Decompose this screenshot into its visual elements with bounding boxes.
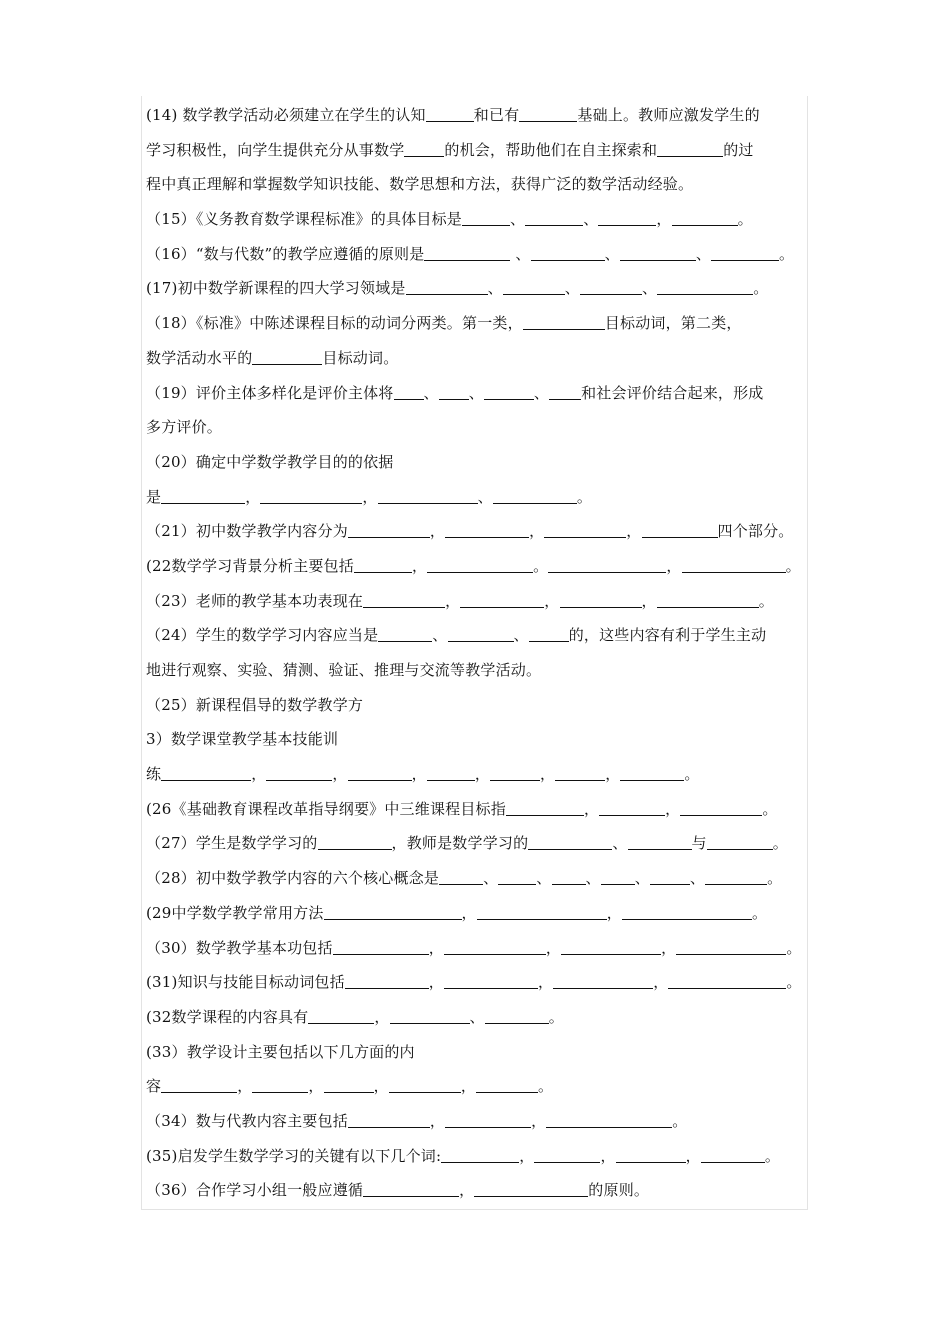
answer-blank[interactable] [424,245,510,261]
question-text: 、 [583,210,599,229]
answer-blank[interactable] [519,106,577,122]
question-text: ， [583,799,600,818]
question-line [146,1173,808,1208]
answer-blank[interactable] [308,1008,374,1024]
question-text: 的，这些内容有利于学生主动 [568,626,767,645]
question-text: ， [656,210,672,229]
question-text: ，教师是数学学习的 [391,834,529,853]
question-text: (29中学数学教学常用方法 [146,903,324,922]
answer-blank[interactable] [460,592,544,608]
answer-blank[interactable] [324,1077,374,1093]
answer-blank[interactable] [528,834,612,850]
answer-blank[interactable] [668,973,786,989]
answer-blank[interactable] [445,1112,531,1128]
question-line [146,549,808,584]
question-text: ， [474,765,491,784]
question-text: 多方评价。 [146,418,223,437]
answer-blank[interactable] [426,106,474,122]
question-text: (17)初中数学新课程的四大学习领域是 [146,279,406,298]
question-text: 。 [779,244,795,263]
question-text: ， [600,1146,616,1165]
question-text: 、 [689,869,706,888]
question-line [146,133,808,168]
question-line [146,98,808,133]
question-text: ， [606,903,622,922]
question-text: ， [445,591,461,610]
question-text: 、 [564,279,580,298]
question-text: （16）“数与代数”的教学应遵循的原则是 [146,244,425,263]
question-text: ， [641,591,657,610]
question-text: （28）初中数学教学内容的六个核心概念是 [146,869,440,888]
question-text: 。 [672,1111,688,1130]
question-text: 3）数学课堂教学基本技能训 [146,730,339,749]
answer-blank[interactable] [560,592,642,608]
answer-blank[interactable] [348,765,412,781]
question-text: 。 [762,799,778,818]
question-text: 、 [423,383,439,402]
answer-blank[interactable] [441,1147,519,1163]
answer-blank[interactable] [474,1181,588,1197]
answer-blank[interactable] [546,1112,672,1128]
answer-blank[interactable] [620,765,684,781]
question-line [146,931,808,966]
question-text: ， [545,938,562,957]
question-text: ， [665,799,681,818]
question-text: ， [428,973,444,992]
question-line [146,861,808,896]
answer-blank[interactable] [318,834,392,850]
question-text: 、 [536,869,552,888]
answer-blank[interactable] [676,939,786,955]
answer-blank[interactable] [389,1077,461,1093]
question-text: ， [362,487,378,506]
question-text: ， [544,591,560,610]
answer-blank[interactable] [485,1008,549,1024]
question-line [146,514,808,549]
question-text: 的过 [723,140,754,159]
answer-blank[interactable] [701,1147,765,1163]
answer-blank[interactable] [266,765,332,781]
question-line [146,1069,808,1104]
answer-blank[interactable] [531,245,605,261]
answer-blank[interactable] [493,488,577,504]
question-text: ， [626,522,642,541]
question-text: （23）老师的教学基本功表现在 [146,591,364,610]
answer-blank[interactable] [628,834,692,850]
question-text: ， [332,765,348,784]
answer-blank[interactable] [553,973,653,989]
answer-blank[interactable] [657,141,723,157]
answer-blank[interactable] [561,939,661,955]
answer-blank[interactable] [680,800,762,816]
answer-blank[interactable] [523,314,605,330]
question-text: 。 [737,210,753,229]
question-text: 。 [772,834,788,853]
answer-blank[interactable] [378,488,478,504]
question-text: 、 [642,279,658,298]
question-text: 与 [691,834,707,853]
question-text: 地进行观察、实验、猜测、验证、推理与交流等教学活动。 [146,661,542,679]
question-text: (35)启发学生数学学习的关键有以下几个词: [146,1146,442,1165]
question-text: 。 [786,973,802,992]
answer-blank[interactable] [642,522,718,538]
question-text: 和已有 [473,106,520,124]
answer-blank[interactable] [549,384,581,400]
question-text: ， [661,938,677,957]
question-text: ， [666,556,682,575]
question-text: （30）数学教学基本功包括 [146,938,333,957]
question-text: ， [251,765,267,784]
question-text: 。 [764,1146,781,1165]
answer-blank[interactable] [657,279,753,295]
question-line [146,1139,808,1174]
question-text: 程中真正理解和掌握数学知识技能、数学思想和方法，获得广泛的数学活动经验。 [146,175,694,194]
answer-blank[interactable] [394,384,424,400]
question-text: ， [308,1077,324,1096]
question-line [146,653,808,688]
answer-blank[interactable] [711,245,779,261]
question-text: ， [237,1077,253,1096]
question-line [146,896,808,931]
answer-blank[interactable] [161,765,251,781]
answer-blank[interactable] [444,939,546,955]
question-text: ， [373,1077,389,1096]
question-text: 、 [604,244,620,263]
answer-blank[interactable] [252,1077,308,1093]
answer-blank[interactable] [427,557,533,573]
question-text: （27）学生是数学学习的 [146,834,318,853]
question-text: 。 [533,556,549,575]
question-text: 和社会评价结合起来，形成 [581,383,764,402]
question-text: 目标动词。 [322,348,399,367]
question-text: ， [245,487,261,506]
question-text: 。 [576,487,593,506]
question-text: 、 [468,383,484,402]
answer-blank[interactable] [439,384,469,400]
answer-blank[interactable] [161,1077,237,1093]
question-text: 四个部分。 [717,522,794,541]
answer-blank[interactable] [548,557,666,573]
question-text: 、 [510,244,531,263]
question-text: （19）评价主体多样化是评价主体将 [146,383,394,402]
question-text: （15）《义务教育数学课程标准》的具体目标是 [146,210,462,229]
question-text: (31)知识与技能目标动词包括 [146,973,345,992]
question-text: 基础上。教师应激发学生的 [577,106,760,124]
answer-blank[interactable] [657,592,759,608]
question-list [146,98,808,1208]
answer-blank[interactable] [444,973,538,989]
answer-blank[interactable] [682,557,786,573]
question-text: ， [653,973,669,992]
question-line [146,618,808,653]
answer-blank[interactable] [598,210,656,226]
question-line [146,237,808,272]
question-line [146,757,808,792]
question-text: 、 [483,869,499,888]
question-text: （18）《标准》中陈述课程目标的动词分两类。第一类， [146,314,523,333]
question-text: 目标动词，第二类， [604,314,742,333]
question-text: 容 [146,1077,162,1096]
question-line [146,202,808,237]
question-text: 。 [758,591,774,610]
question-text: (14) 数学教学活动必须建立在学生的认知 [146,106,426,124]
question-text: 的机会，帮助他们在自主探索和 [444,140,658,159]
question-text: ， [685,1146,701,1165]
answer-blank[interactable] [324,904,462,920]
question-text: 、 [634,869,650,888]
question-text: ， [605,765,621,784]
answer-blank[interactable] [534,1147,600,1163]
answer-blank[interactable] [161,488,245,504]
question-text: 。 [538,1077,554,1096]
answer-blank[interactable] [529,626,569,642]
question-text: 、 [612,834,628,853]
answer-blank[interactable] [448,626,514,642]
question-text: 。 [684,765,700,784]
question-text: （36）合作学习小组一般应遵循 [146,1181,364,1200]
answer-blank[interactable] [363,1181,459,1197]
question-text: 学习积极性，向学生提供充分从事数学 [146,140,405,159]
question-line [146,445,808,480]
answer-blank[interactable] [555,765,605,781]
question-text: ， [529,522,545,541]
answer-blank[interactable] [404,141,444,157]
question-text: 、 [513,626,529,645]
answer-blank[interactable] [601,869,635,885]
answer-blank[interactable] [707,834,773,850]
question-text: 。 [548,1007,564,1026]
question-text: ， [459,1181,475,1200]
answer-blank[interactable] [445,522,529,538]
question-text: （20）确定中学数学教学目的的依据 [146,452,394,471]
answer-blank[interactable] [525,210,583,226]
answer-blank[interactable] [705,869,767,885]
question-text: ， [538,973,554,992]
answer-blank[interactable] [333,939,429,955]
answer-blank[interactable] [616,1147,686,1163]
question-line [146,410,808,445]
answer-blank[interactable] [354,557,412,573]
question-text: ， [411,556,428,575]
question-text: ， [411,765,427,784]
question-text: 。 [786,938,802,957]
answer-blank[interactable] [252,349,322,365]
answer-blank[interactable] [427,765,475,781]
answer-blank[interactable] [672,210,738,226]
question-line [146,271,808,306]
question-text: 。 [751,903,768,922]
question-text: 是 [146,487,162,506]
question-line [146,1035,808,1070]
answer-blank[interactable] [260,488,362,504]
question-line [146,826,808,861]
question-line [146,688,808,723]
question-text: （21）初中数学教学内容分为 [146,522,348,541]
question-text: (22数学学习背景分析主要包括 [146,556,354,575]
question-text: 。 [785,556,801,575]
question-text: ， [374,1007,390,1026]
answer-blank[interactable] [477,904,607,920]
answer-blank[interactable] [506,800,584,816]
question-line [146,376,808,411]
answer-blank[interactable] [363,592,445,608]
answer-blank[interactable] [599,800,665,816]
question-text: 、 [469,1007,485,1026]
question-text: 的原则。 [588,1181,650,1200]
question-text: （24）学生的数学学习内容应当是 [146,626,379,645]
question-text: ， [531,1111,547,1130]
question-text: 、 [533,383,550,402]
answer-blank[interactable] [650,869,690,885]
question-line [146,306,808,341]
question-line [146,480,808,515]
answer-blank[interactable] [620,245,696,261]
answer-blank[interactable] [498,869,536,885]
question-line [146,167,808,202]
answer-blank[interactable] [490,765,540,781]
answer-blank[interactable] [439,869,483,885]
answer-blank[interactable] [406,279,488,295]
question-text: (26《基础教育课程改革指导纲要》中三维课程目标指 [146,799,506,818]
question-text: ， [519,1146,535,1165]
question-text: 、 [585,869,601,888]
answer-blank[interactable] [580,279,642,295]
question-text: 、 [487,279,503,298]
answer-blank[interactable] [544,522,626,538]
question-text: 、 [510,210,526,229]
question-text: 、 [695,244,712,263]
answer-blank[interactable] [462,210,510,226]
answer-blank[interactable] [348,522,430,538]
question-text: ， [429,522,446,541]
question-text: ， [540,765,556,784]
answer-blank[interactable] [390,1008,470,1024]
question-line [146,584,808,619]
answer-blank[interactable] [484,384,534,400]
answer-blank[interactable] [476,1077,538,1093]
question-text: ， [461,903,477,922]
question-text: (32数学课程的内容具有 [146,1007,309,1026]
question-text: 。 [767,869,783,888]
question-text: 、 [477,487,493,506]
answer-blank[interactable] [552,869,586,885]
question-text: 数学活动水平的 [146,348,253,367]
question-text: ， [460,1077,477,1096]
question-line [146,341,808,376]
answer-blank[interactable] [348,1112,430,1128]
answer-blank[interactable] [622,904,752,920]
question-text: 、 [432,626,448,645]
question-line [146,792,808,827]
question-text: 。 [753,279,769,298]
question-text: ， [428,938,444,957]
question-text: (33）教学设计主要包括以下几方面的内 [146,1042,415,1061]
question-line [146,722,808,757]
question-line [146,1104,808,1139]
question-line [146,1000,808,1035]
answer-blank[interactable] [345,973,429,989]
question-text: （25）新课程倡导的数学教学方 [146,695,364,714]
question-line [146,965,808,1000]
answer-blank[interactable] [378,626,432,642]
question-text: ， [429,1111,446,1130]
question-text: 练 [146,765,162,784]
answer-blank[interactable] [503,279,565,295]
question-text: （34）数与代教内容主要包括 [146,1111,348,1130]
